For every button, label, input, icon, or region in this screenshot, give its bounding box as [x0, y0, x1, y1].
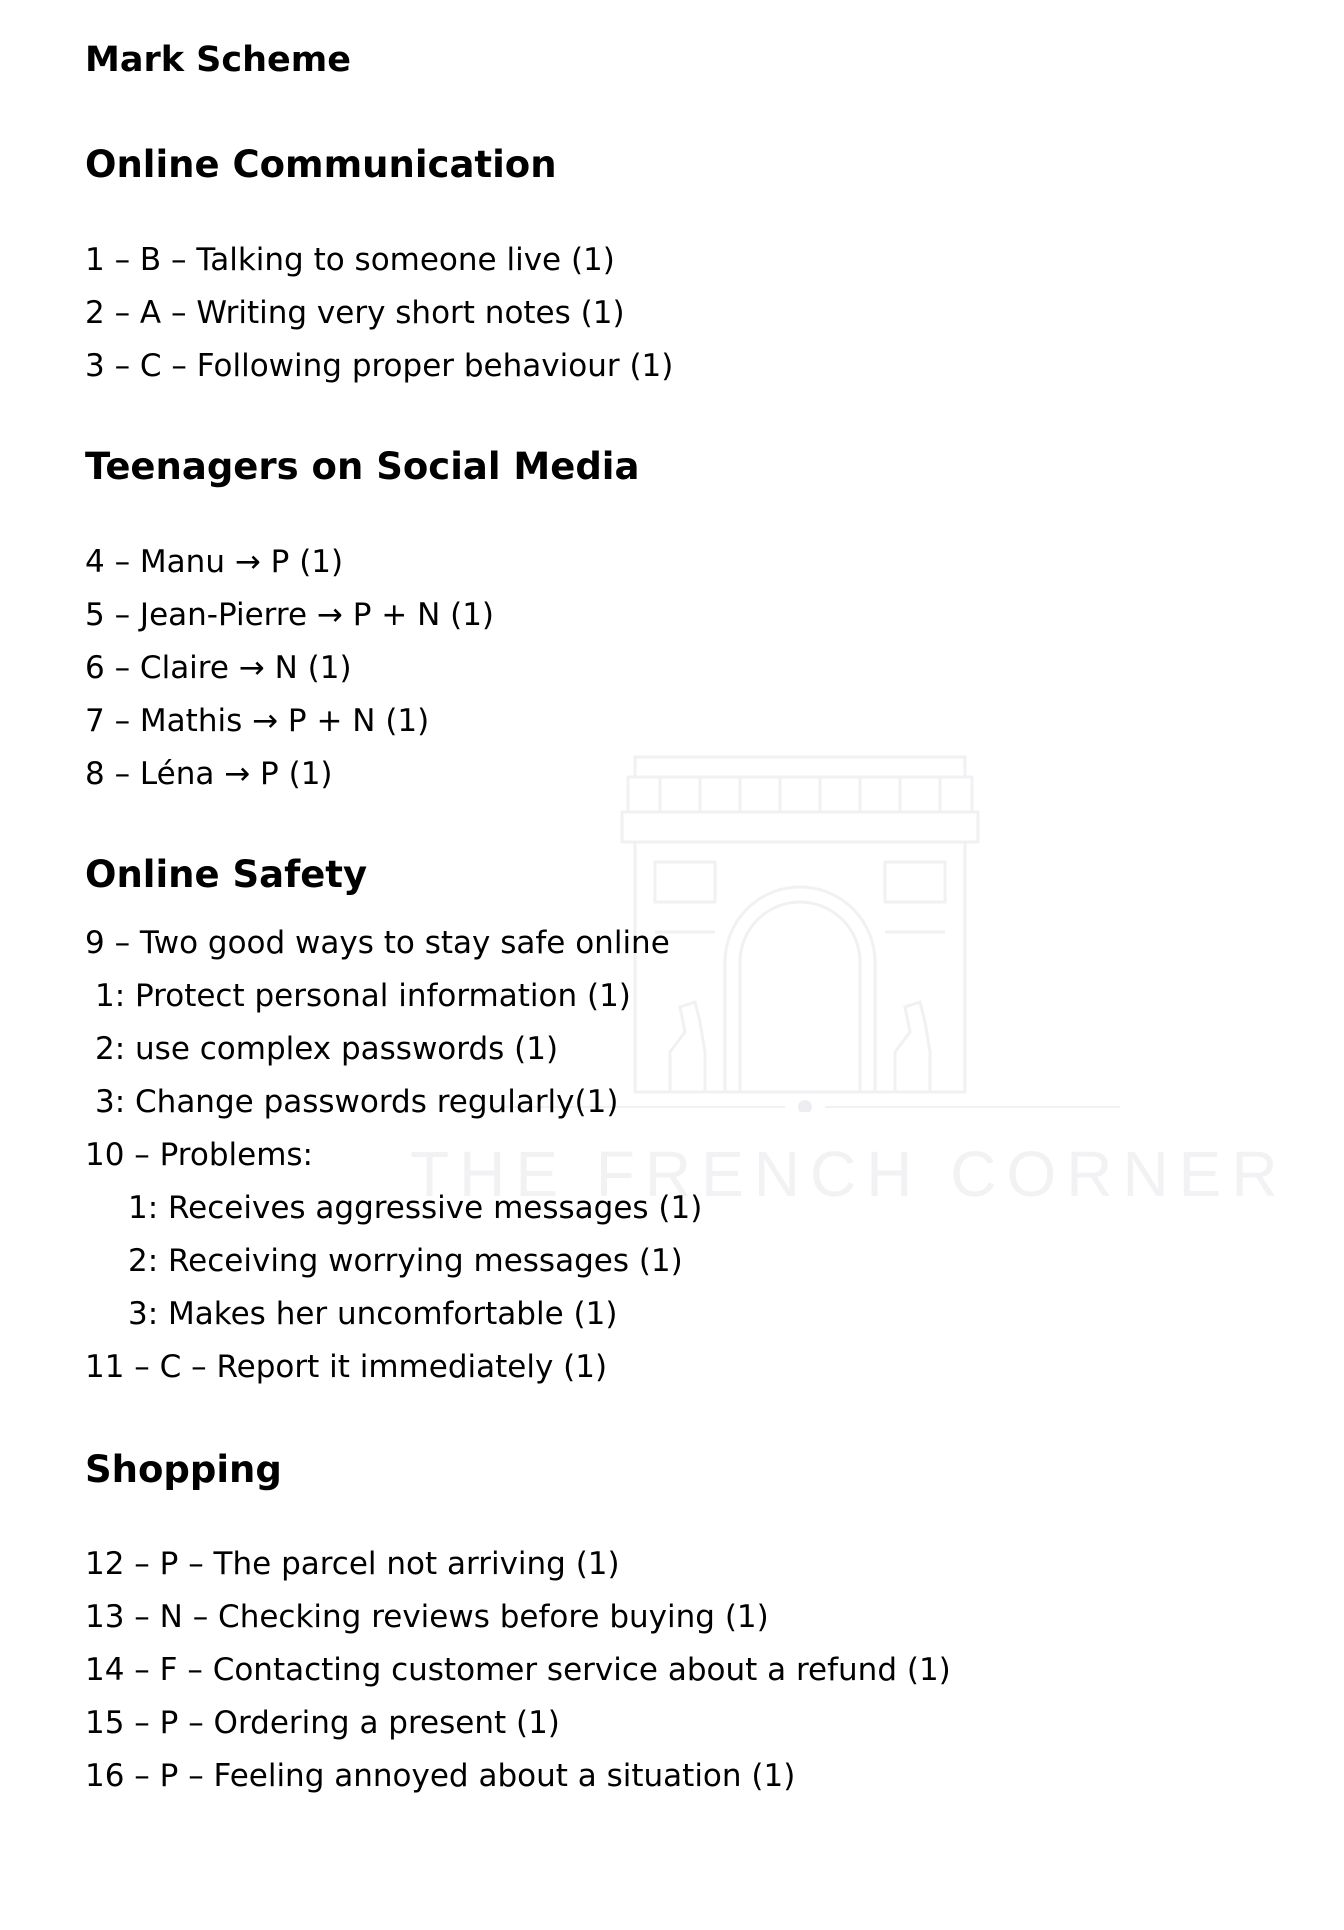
section-list-online-communication — [85, 234, 673, 393]
answer-line: 13 – N – Checking reviews before buying (1) — [85, 1599, 769, 1635]
answer-line: 4 – Manu → P (1) — [85, 544, 344, 580]
section-list-shopping — [85, 1538, 951, 1803]
answer-line: 11 – C – Report it immediately (1) — [85, 1349, 608, 1385]
section-heading-online-safety: Online Safety — [85, 853, 368, 896]
section-list-online-safety — [85, 917, 702, 1394]
answer-subline: 2: Receiving worrying messages (1) — [128, 1243, 683, 1279]
answer-subline: 3: Change passwords regularly(1) — [95, 1084, 619, 1120]
answer-line: 10 – Problems: — [85, 1137, 313, 1173]
answer-subline: 1: Protect personal information (1) — [95, 978, 631, 1014]
answer-subline: 1: Receives aggressive messages (1) — [128, 1190, 703, 1226]
answer-subline: 2: use complex passwords (1) — [95, 1031, 559, 1067]
answer-line: 2 – A – Writing very short notes (1) — [85, 295, 625, 331]
answer-line: 16 – P – Feeling annoyed about a situation (1) — [85, 1758, 796, 1794]
answer-line: 12 – P – The parcel not arriving (1) — [85, 1546, 620, 1582]
section-list-teenagers-social-media — [85, 536, 494, 801]
answer-line: 5 – Jean-Pierre → P + N (1) — [85, 597, 495, 633]
answer-line: 8 – Léna → P (1) — [85, 756, 333, 792]
section-heading-online-communication: Online Communication — [85, 143, 557, 186]
answer-subline: 3: Makes her uncomfortable (1) — [128, 1296, 618, 1332]
answer-line: 14 – F – Contacting customer service about a refund (1) — [85, 1652, 951, 1688]
answer-line: 3 – C – Following proper behaviour (1) — [85, 348, 674, 384]
page-title: Mark Scheme — [85, 40, 351, 80]
answer-line: 9 – Two good ways to stay safe online — [85, 925, 670, 961]
answer-line: 1 – B – Talking to someone live (1) — [85, 242, 615, 278]
answer-line: 6 – Claire → N (1) — [85, 650, 352, 686]
section-heading-shopping: Shopping — [85, 1448, 282, 1491]
answer-line: 15 – P – Ordering a present (1) — [85, 1705, 560, 1741]
section-heading-teenagers-social-media: Teenagers on Social Media — [85, 445, 640, 488]
watermark-text: THE FRENCH CORNER — [410, 1138, 1288, 1210]
answer-line: 7 – Mathis → P + N (1) — [85, 703, 430, 739]
